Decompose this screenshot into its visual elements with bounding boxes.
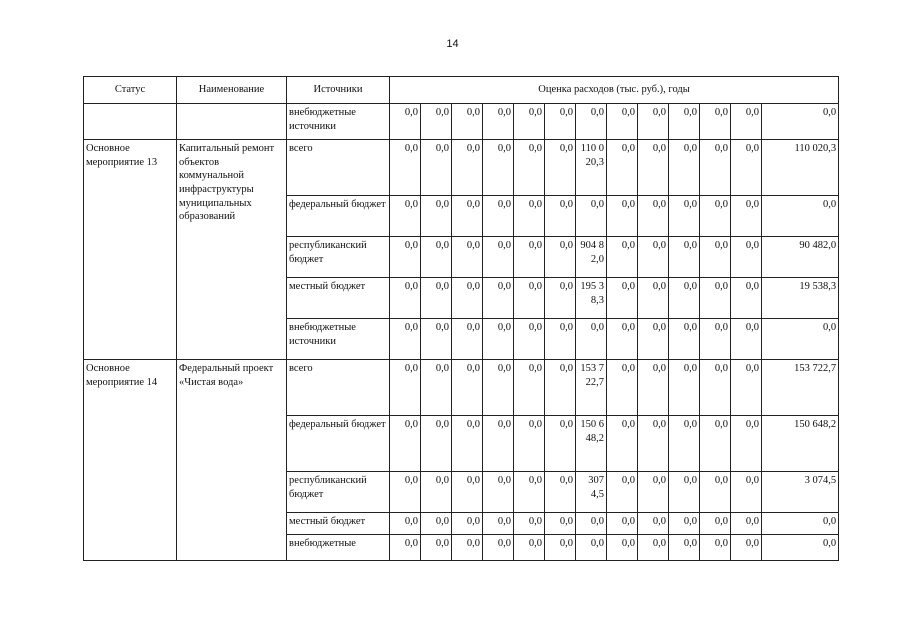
year-value-cell: 0,0 (607, 196, 638, 237)
year-value-cell: 0,0 (700, 319, 731, 360)
year-value-cell: 0,0 (483, 472, 514, 513)
year-value-cell: 0,0 (731, 237, 762, 278)
year-value-cell: 0,0 (452, 278, 483, 319)
year-value-cell: 0,0 (514, 513, 545, 535)
year-value-cell: 0,0 (545, 360, 576, 416)
year-value-cell: 0,0 (700, 104, 731, 140)
year-value-cell: 0,0 (607, 237, 638, 278)
year-value-cell: 0,0 (421, 416, 452, 472)
row-source: местный бюджет (287, 278, 390, 319)
year-value-cell: 0,0 (483, 513, 514, 535)
year-value-cell: 0,0 (421, 360, 452, 416)
year-value-cell: 153 722,7 (576, 360, 607, 416)
year-value-cell: 0,0 (638, 196, 669, 237)
year-value-cell: 0,0 (452, 140, 483, 196)
year-value-cell: 0,0 (731, 472, 762, 513)
year-value-cell: 0,0 (483, 278, 514, 319)
year-value-cell: 0,0 (700, 513, 731, 535)
year-value-cell: 0,0 (638, 140, 669, 196)
year-value-cell: 0,0 (607, 416, 638, 472)
year-value-cell: 0,0 (638, 319, 669, 360)
year-value-cell: 0,0 (390, 535, 421, 561)
year-value-cell: 0,0 (731, 196, 762, 237)
year-value-cell: 0,0 (700, 535, 731, 561)
year-value-cell: 0,0 (452, 196, 483, 237)
year-value-cell: 0,0 (669, 360, 700, 416)
year-value-cell: 195 38,3 (576, 278, 607, 319)
year-value-cell: 0,0 (390, 416, 421, 472)
year-value-cell: 0,0 (514, 472, 545, 513)
year-value-cell: 0,0 (421, 237, 452, 278)
year-value-cell: 0,0 (452, 319, 483, 360)
row-source: всего (287, 360, 390, 416)
year-value-cell: 0,0 (669, 104, 700, 140)
total-cell: 153 722,7 (762, 360, 839, 416)
row-name (177, 104, 287, 140)
year-value-cell: 0,0 (545, 513, 576, 535)
year-value-cell: 0,0 (700, 237, 731, 278)
total-cell: 3 074,5 (762, 472, 839, 513)
year-value-cell: 0,0 (514, 104, 545, 140)
year-value-cell: 0,0 (638, 104, 669, 140)
row-status: Основное мероприятие 14 (84, 360, 177, 561)
year-value-cell: 0,0 (700, 196, 731, 237)
year-value-cell: 0,0 (731, 104, 762, 140)
year-value-cell: 0,0 (452, 237, 483, 278)
row-source: внебюджетные источники (287, 319, 390, 360)
year-value-cell: 0,0 (607, 319, 638, 360)
row-status: Основное мероприятие 13 (84, 140, 177, 360)
year-value-cell: 0,0 (390, 319, 421, 360)
year-value-cell: 0,0 (731, 513, 762, 535)
year-value-cell: 0,0 (731, 140, 762, 196)
year-value-cell: 0,0 (545, 278, 576, 319)
year-value-cell: 0,0 (638, 513, 669, 535)
year-value-cell: 904 82,0 (576, 237, 607, 278)
total-cell: 150 648,2 (762, 416, 839, 472)
year-value-cell: 0,0 (421, 319, 452, 360)
year-value-cell: 0,0 (483, 416, 514, 472)
year-value-cell: 0,0 (638, 360, 669, 416)
row-source: федеральный бюджет (287, 416, 390, 472)
year-value-cell: 0,0 (421, 535, 452, 561)
year-value-cell: 0,0 (421, 140, 452, 196)
year-value-cell: 0,0 (545, 319, 576, 360)
year-value-cell: 0,0 (514, 535, 545, 561)
year-value-cell: 0,0 (514, 319, 545, 360)
year-value-cell: 0,0 (452, 360, 483, 416)
year-value-cell: 0,0 (545, 535, 576, 561)
year-value-cell: 0,0 (576, 196, 607, 237)
year-value-cell: 0,0 (638, 278, 669, 319)
year-value-cell: 0,0 (731, 360, 762, 416)
header-sources: Источники (287, 77, 390, 104)
year-value-cell: 0,0 (545, 237, 576, 278)
row-source: республиканский бюджет (287, 472, 390, 513)
year-value-cell: 0,0 (700, 360, 731, 416)
year-value-cell: 0,0 (607, 360, 638, 416)
budget-table (83, 76, 839, 561)
year-value-cell: 0,0 (390, 513, 421, 535)
total-cell: 0,0 (762, 535, 839, 561)
total-cell: 19 538,3 (762, 278, 839, 319)
year-value-cell: 0,0 (390, 472, 421, 513)
year-value-cell: 0,0 (669, 319, 700, 360)
total-cell: 0,0 (762, 104, 839, 140)
year-value-cell: 0,0 (483, 196, 514, 237)
year-value-cell: 0,0 (514, 196, 545, 237)
year-value-cell: 0,0 (483, 237, 514, 278)
year-value-cell: 0,0 (669, 416, 700, 472)
row-name: Федеральный проект «Чистая вода» (177, 360, 287, 561)
year-value-cell: 0,0 (638, 416, 669, 472)
row-source: республиканский бюджет (287, 237, 390, 278)
year-value-cell: 0,0 (452, 416, 483, 472)
row-source: внебюджетные источники (287, 104, 390, 140)
year-value-cell: 110 020,3 (576, 140, 607, 196)
year-value-cell: 0,0 (514, 237, 545, 278)
year-value-cell: 0,0 (669, 472, 700, 513)
year-value-cell: 0,0 (514, 416, 545, 472)
year-value-cell: 0,0 (545, 196, 576, 237)
year-value-cell: 0,0 (390, 104, 421, 140)
year-value-cell: 0,0 (483, 319, 514, 360)
year-value-cell: 0,0 (390, 196, 421, 237)
row-source: местный бюджет (287, 513, 390, 535)
year-value-cell: 0,0 (607, 535, 638, 561)
row-name: Капитальный ремонт объектов коммунальной инфраструктуры муниципальных образований (177, 140, 287, 360)
year-value-cell: 0,0 (638, 535, 669, 561)
year-value-cell: 150 648,2 (576, 416, 607, 472)
year-value-cell: 0,0 (452, 104, 483, 140)
year-value-cell: 0,0 (483, 104, 514, 140)
year-value-cell: 0,0 (700, 472, 731, 513)
year-value-cell: 0,0 (731, 278, 762, 319)
year-value-cell: 0,0 (545, 104, 576, 140)
header-row (84, 77, 839, 104)
year-value-cell: 307 4,5 (576, 472, 607, 513)
year-value-cell: 0,0 (669, 140, 700, 196)
year-value-cell: 0,0 (576, 513, 607, 535)
year-value-cell: 0,0 (576, 535, 607, 561)
page-number: 14 (446, 38, 459, 50)
year-value-cell: 0,0 (700, 140, 731, 196)
year-value-cell: 0,0 (607, 278, 638, 319)
year-value-cell: 0,0 (545, 416, 576, 472)
total-cell: 110 020,3 (762, 140, 839, 196)
year-value-cell: 0,0 (483, 360, 514, 416)
year-value-cell: 0,0 (390, 278, 421, 319)
year-value-cell: 0,0 (514, 140, 545, 196)
year-value-cell: 0,0 (545, 140, 576, 196)
total-cell: 0,0 (762, 513, 839, 535)
year-value-cell: 0,0 (452, 472, 483, 513)
year-value-cell: 0,0 (483, 140, 514, 196)
year-value-cell: 0,0 (669, 513, 700, 535)
year-value-cell: 0,0 (576, 104, 607, 140)
year-value-cell: 0,0 (390, 140, 421, 196)
table-row (84, 104, 839, 140)
year-value-cell: 0,0 (669, 237, 700, 278)
year-value-cell: 0,0 (421, 513, 452, 535)
year-value-cell: 0,0 (390, 360, 421, 416)
year-value-cell: 0,0 (669, 278, 700, 319)
year-value-cell: 0,0 (452, 535, 483, 561)
year-value-cell: 0,0 (607, 140, 638, 196)
header-estimate: Оценка расходов (тыс. руб.), годы (390, 77, 839, 104)
table-row (84, 140, 839, 196)
year-value-cell: 0,0 (421, 196, 452, 237)
row-source: всего (287, 140, 390, 196)
total-cell: 90 482,0 (762, 237, 839, 278)
year-value-cell: 0,0 (390, 237, 421, 278)
table-body (84, 104, 839, 561)
year-value-cell: 0,0 (731, 319, 762, 360)
year-value-cell: 0,0 (452, 513, 483, 535)
year-value-cell: 0,0 (514, 360, 545, 416)
total-cell: 0,0 (762, 319, 839, 360)
year-value-cell: 0,0 (638, 237, 669, 278)
year-value-cell: 0,0 (483, 535, 514, 561)
year-value-cell: 0,0 (514, 278, 545, 319)
header-status: Статус (84, 77, 177, 104)
year-value-cell: 0,0 (607, 104, 638, 140)
year-value-cell: 0,0 (545, 472, 576, 513)
year-value-cell: 0,0 (731, 416, 762, 472)
row-status (84, 104, 177, 140)
year-value-cell: 0,0 (421, 278, 452, 319)
year-value-cell: 0,0 (638, 472, 669, 513)
year-value-cell: 0,0 (700, 416, 731, 472)
table-row (84, 360, 839, 416)
total-cell: 0,0 (762, 196, 839, 237)
row-source: федеральный бюджет (287, 196, 390, 237)
year-value-cell: 0,0 (421, 104, 452, 140)
year-value-cell: 0,0 (607, 513, 638, 535)
year-value-cell: 0,0 (421, 472, 452, 513)
year-value-cell: 0,0 (576, 319, 607, 360)
year-value-cell: 0,0 (669, 196, 700, 237)
year-value-cell: 0,0 (700, 278, 731, 319)
row-source: внебюджетные (287, 535, 390, 561)
year-value-cell: 0,0 (669, 535, 700, 561)
year-value-cell: 0,0 (607, 472, 638, 513)
header-name: Наименование (177, 77, 287, 104)
year-value-cell: 0,0 (731, 535, 762, 561)
